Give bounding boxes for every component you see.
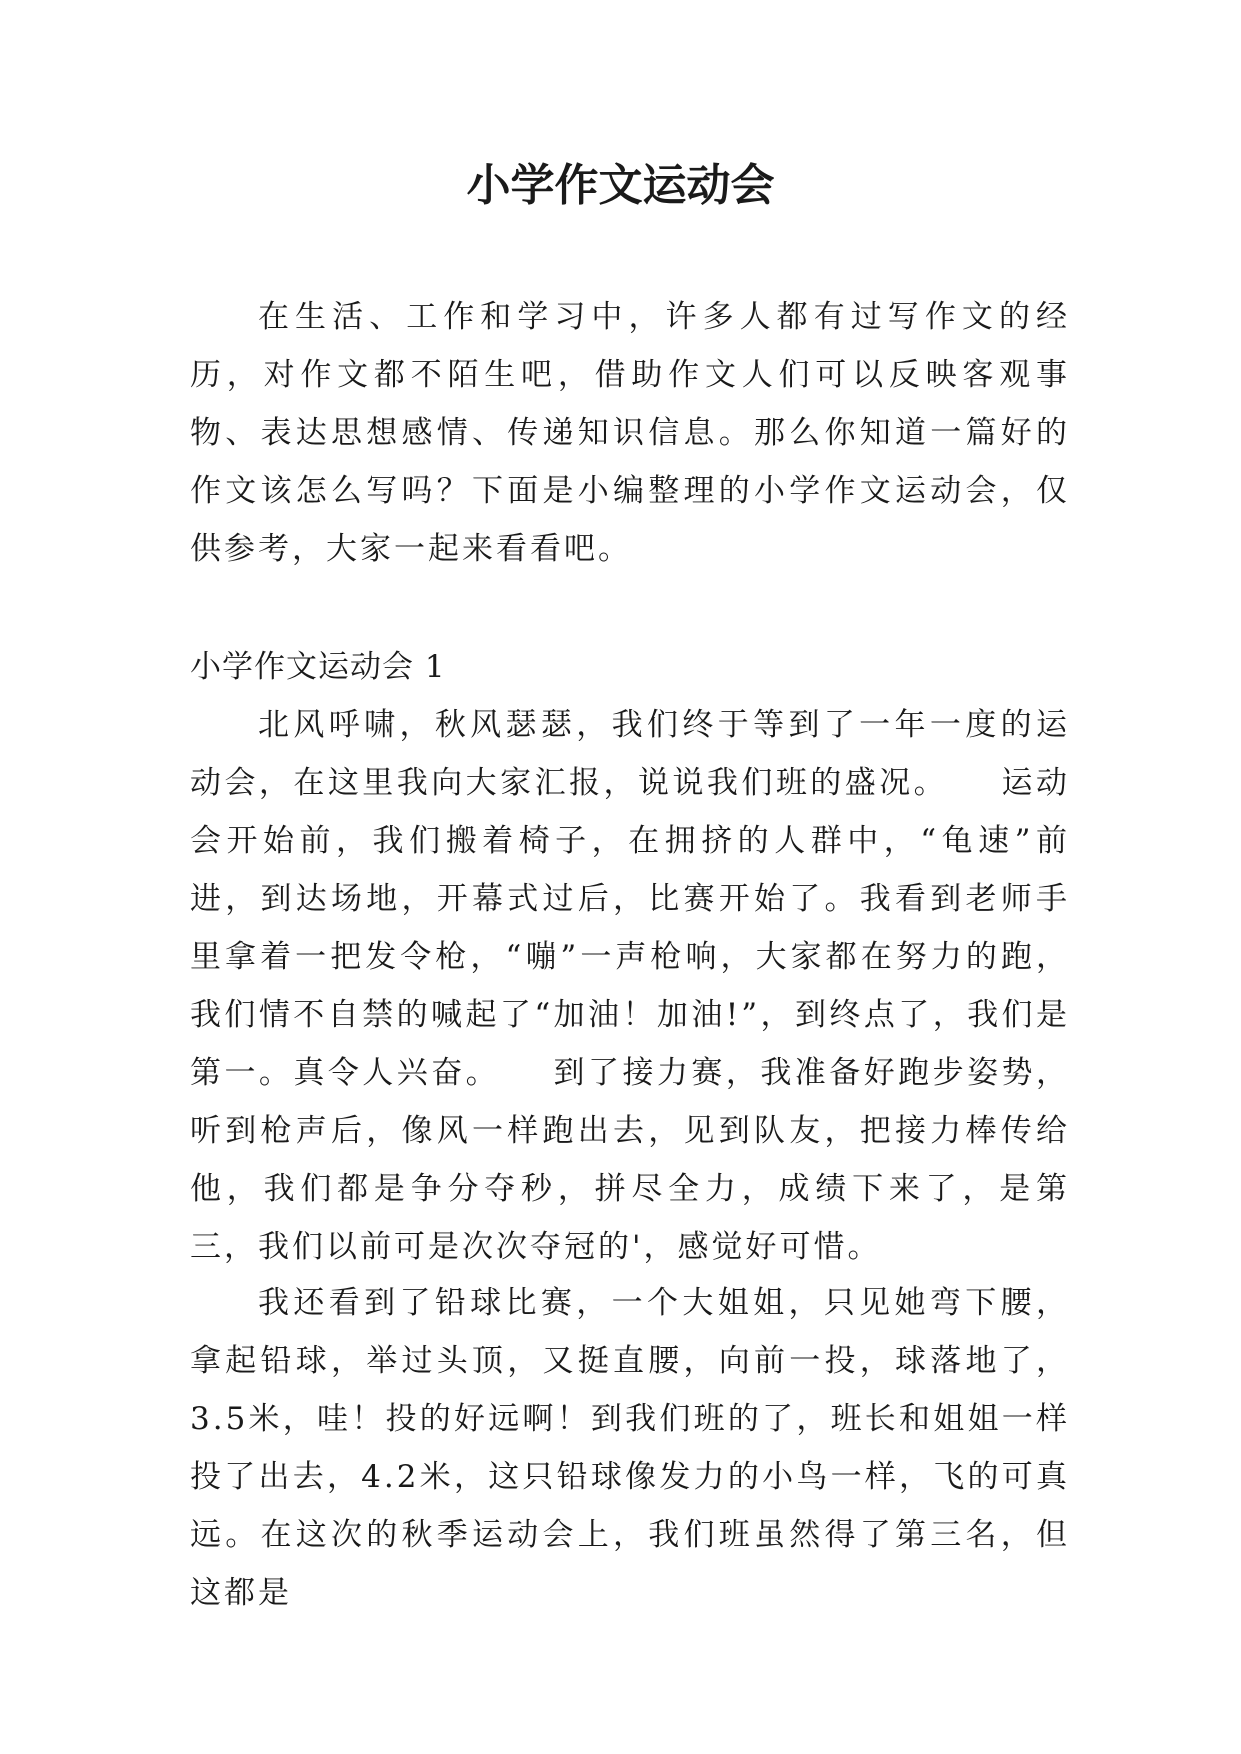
document-title: 小学作文运动会 [466,160,775,211]
intro-paragraph: 在生活、工作和学习中，许多人都有过写作文的经历，对作文都不陌生吧，借助作文人们可以反映客观事物、表达思想感情、传递知识信息。那么你知道一篇好的作文该怎么写吗？下面是小编整理的小学作文运动会，仅供参考，大家一起来看看吧。 [190,299,1070,567]
body-paragraph-2: 我还看到了铅球比赛，一个大姐姐，只见她弯下腰，拿起铅球，举过头顶，又挺直腰，向前一投，球落地了，3.5米，哇！投的好远啊！到我们班的了，班长和姐姐一样投了出去，4.2米，这只铅球像发力的小鸟一样，飞的可真远。在这次的秋季运动会上，我们班虽然得了第三名，但这都是 [190,1285,1070,1611]
section-heading: 小学作文运动会 1 [190,649,446,685]
body-paragraph-1: 北风呼啸，秋风瑟瑟，我们终于等到了一年一度的运动会，在这里我向大家汇报，说说我们班的盛况。 运动会开始前，我们搬着椅子，在拥挤的人群中，“龟速”前进，到达场地，开幕式过后，比赛开始了。我看到老师手里拿着一把发令枪，“嘣”一声枪响，大家都在努力的跑，我们情不自禁的喊起了“加油！加油!”，到终点了，我们是第一。真令人兴奋。 到了接力赛，我准备好跑步姿势，听到枪声后，像风一样跑出去，见到队友，把接力棒传给他，我们都是争分夺秒，拼尽全力，成绩下来了，是第三，我们以前可是次次夺冠的'，感觉好可惜。 [190,707,1070,1265]
